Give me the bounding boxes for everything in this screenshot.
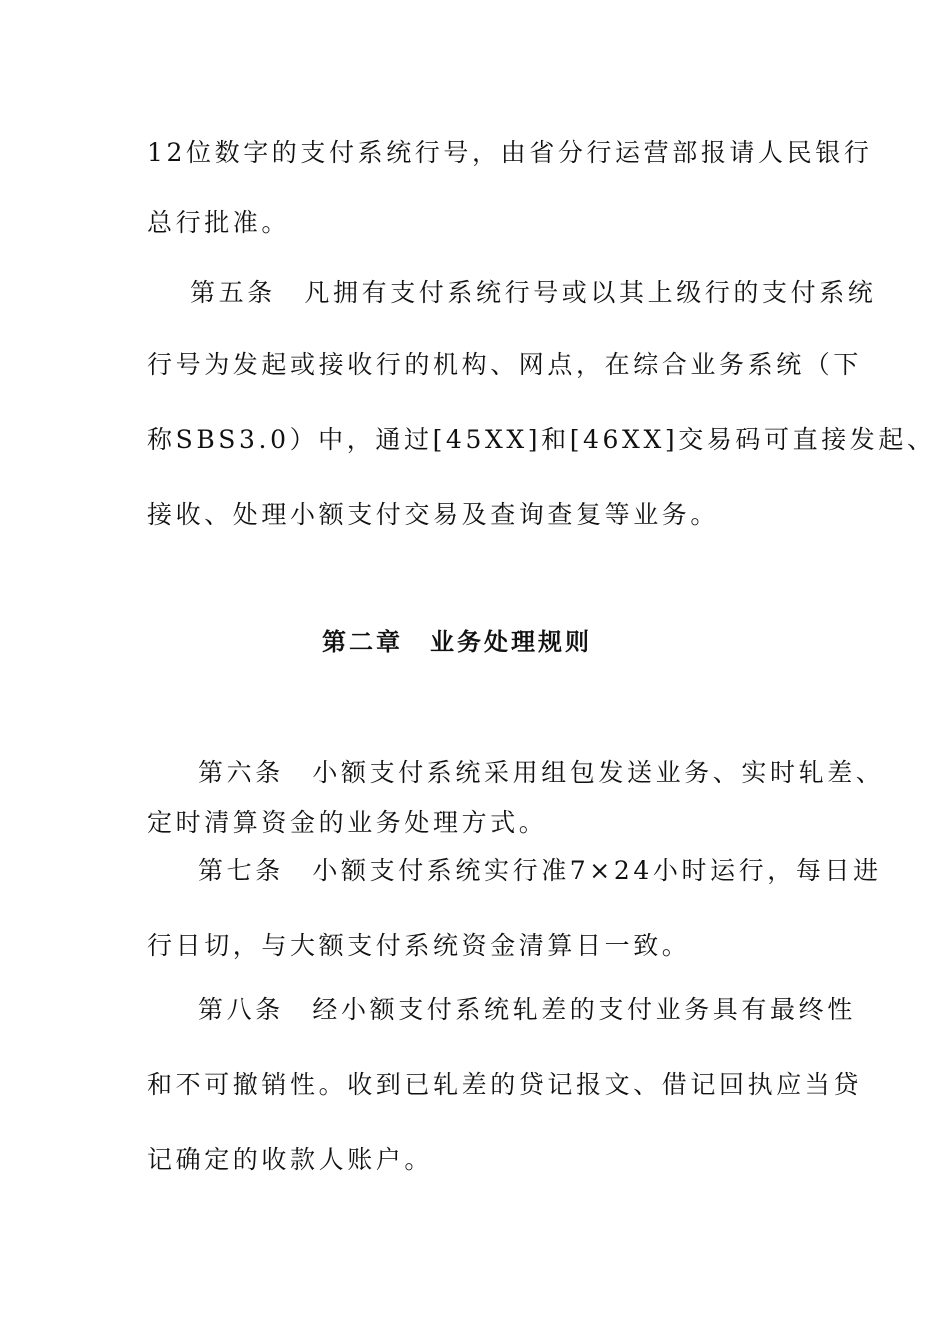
article-7-line: 第七条 小额支付系统实行准7×24小时运行，每日进 — [198, 856, 882, 885]
article-5-line: 接收、处理小额支付交易及查询查复等业务。 — [147, 500, 720, 529]
article-6-line: 定时清算资金的业务处理方式。 — [147, 808, 548, 837]
paragraph-line: 总行批准。 — [147, 208, 291, 237]
article-5-line: 行号为发起或接收行的机构、网点，在综合业务系统（下 — [147, 350, 863, 379]
article-8-line: 第八条 经小额支付系统轧差的支付业务具有最终性 — [198, 995, 856, 1024]
paragraph-line: 12位数字的支付系统行号，由省分行运营部报请人民银行 — [147, 138, 873, 167]
article-5-line: 称SBS3.0）中，通过[45XX]和[46XX]交易码可直接发起、 — [147, 425, 936, 454]
article-6-line: 第六条 小额支付系统采用组包发送业务、实时轧差、 — [198, 758, 885, 787]
article-8-line: 记确定的收款人账户。 — [147, 1145, 434, 1174]
article-5-line: 第五条 凡拥有支付系统行号或以其上级行的支付系统 — [190, 278, 877, 307]
article-7-line: 行日切，与大额支付系统资金清算日一致。 — [147, 931, 691, 960]
chapter-heading: 第二章 业务处理规则 — [322, 628, 592, 656]
article-8-line: 和不可撤销性。收到已轧差的贷记报文、借记回执应当贷 — [147, 1070, 863, 1099]
